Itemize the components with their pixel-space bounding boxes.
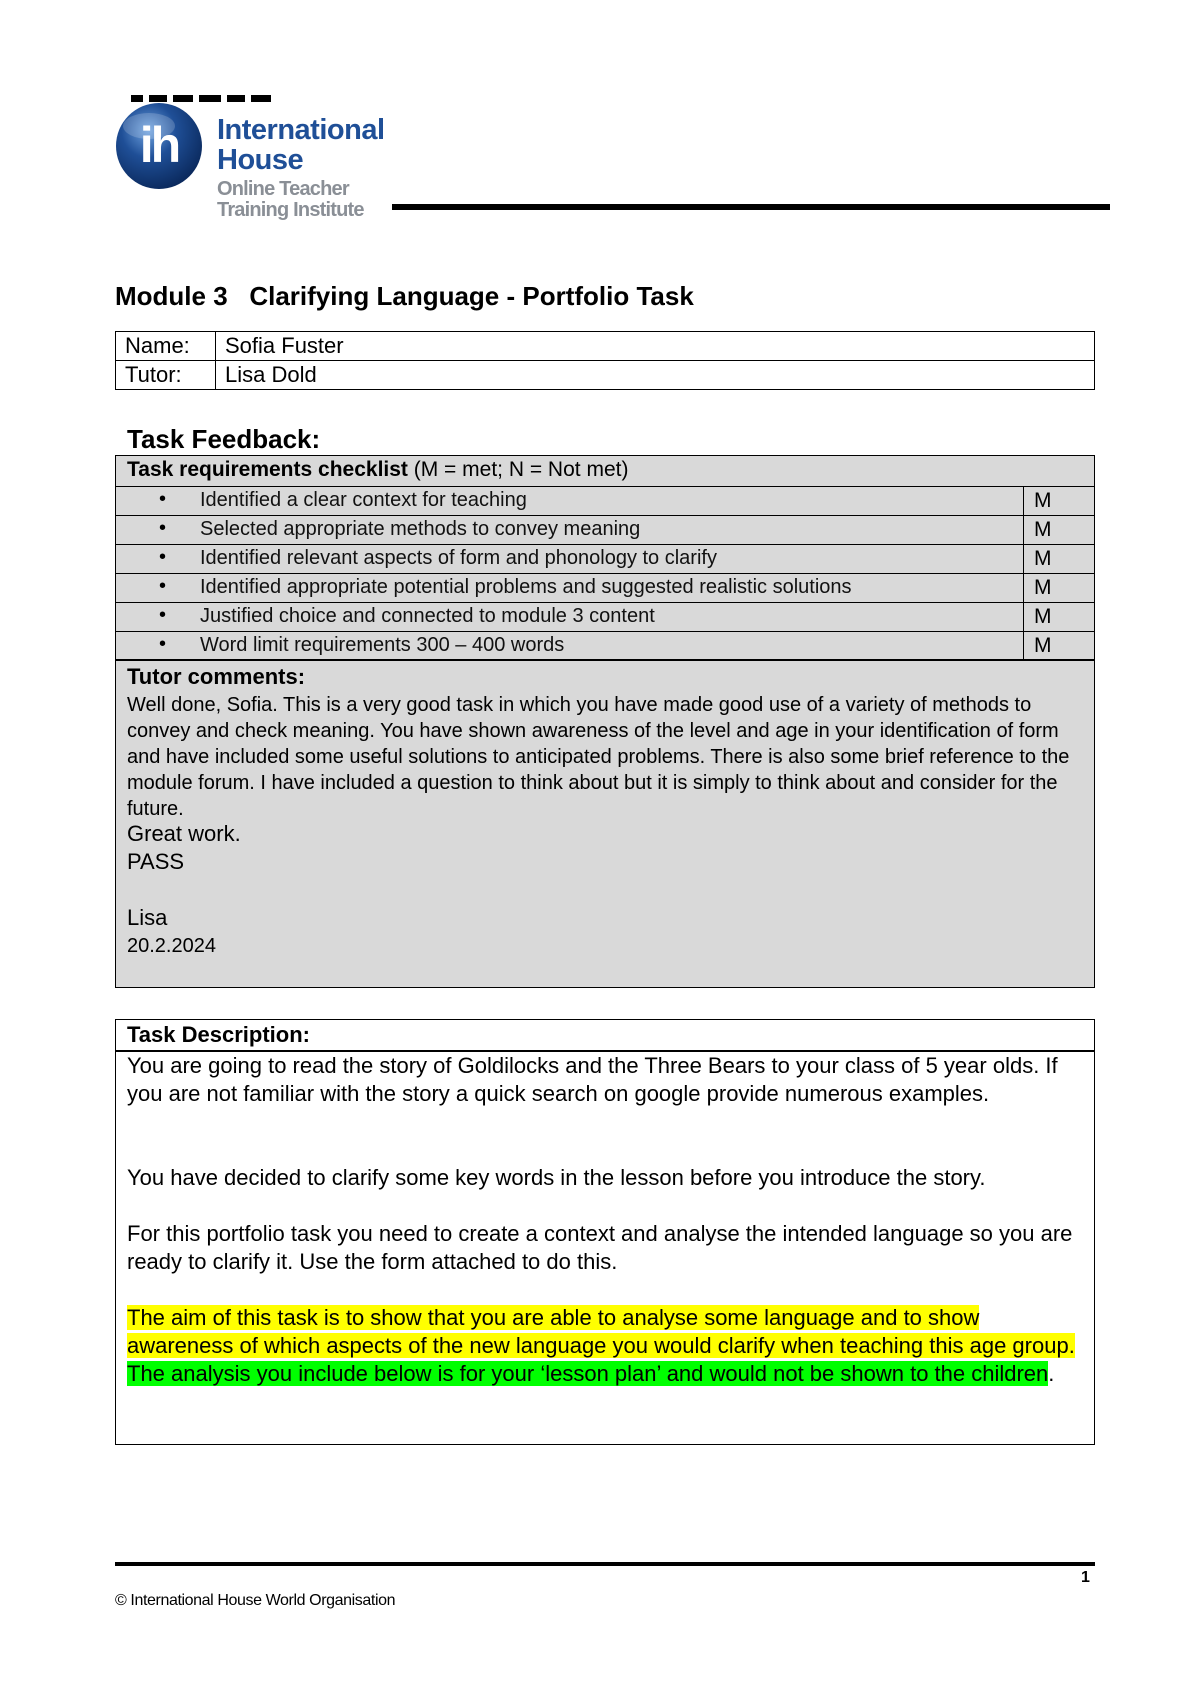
- comments-divider: [115, 659, 1095, 661]
- student-info-table: [115, 331, 1095, 390]
- description-aim-paragraph: [127, 1304, 1087, 1388]
- logo-wordmark: [217, 116, 385, 220]
- comments-body: Well done, Sofia. This is a very good task in which you have made good use of a variety of methods to convey and check meaning. You have shown awareness of the level and age in your identification of form and have included some useful solutions to anticipated problems. There is also some brief reference to the module forum. I have included a question to think about but it is simply to think about and consider for the future.: [127, 694, 1070, 820]
- checklist-row: [115, 631, 1095, 660]
- comments-signature: Lisa: [127, 905, 168, 930]
- checklist-item-mark: M: [1023, 545, 1095, 573]
- description-heading: Task Description:: [127, 1022, 310, 1047]
- description-paragraph: For this portfolio task you need to create a context and analyse the intended language so you are ready to clarify it. Use the form attached to do this.: [127, 1221, 1073, 1274]
- comments-signoff: [127, 904, 216, 960]
- footer-copyright: © International House World Organisation: [115, 1592, 396, 1609]
- bullet-icon: •: [159, 575, 167, 597]
- checklist-item-mark: M: [1023, 603, 1095, 631]
- checklist-row: [115, 544, 1095, 573]
- logo-line-3: Online Teacher: [217, 178, 349, 200]
- description-paragraph: You are going to read the story of Goldilocks and the Three Bears to your class of 5 year olds. If you are not familiar with the story a quick search on google provide numerous examples.: [127, 1053, 1058, 1106]
- header-rule: [392, 204, 1110, 210]
- checklist-row: [115, 602, 1095, 631]
- bullet-icon: •: [159, 604, 167, 626]
- checklist-item-text: Identified appropriate potential problems and suggested realistic solutions: [200, 576, 852, 598]
- checklist-item-text: Selected appropriate methods to convey meaning: [200, 518, 641, 540]
- page-title: Module 3 Clarifying Language - Portfolio Task: [115, 281, 694, 311]
- name-row: [116, 332, 1095, 361]
- comments-heading: Tutor comments:: [127, 664, 306, 689]
- comments-great-work: Great work.: [127, 821, 241, 846]
- checklist-item-text: Word limit requirements 300 – 400 words: [200, 634, 565, 656]
- checklist-item-mark: M: [1023, 632, 1095, 660]
- name-value: Sofia Fuster: [216, 332, 1095, 361]
- checklist-legend: (M = met; N = Not met): [407, 458, 629, 481]
- comments-closing: [127, 820, 241, 876]
- checklist-header: [127, 458, 628, 482]
- checklist-item-text: Justified choice and connected to module 3 content: [200, 605, 655, 627]
- checklist-item-mark: M: [1023, 487, 1095, 515]
- checklist-title: Task requirements checklist: [127, 458, 408, 481]
- checklist-row: [115, 515, 1095, 544]
- comments-result: PASS: [127, 849, 185, 874]
- bullet-icon: •: [159, 488, 167, 510]
- description-paragraph: You have decided to clarify some key words in the lesson before you introduce the story.: [127, 1165, 986, 1190]
- tutor-row: [116, 361, 1095, 390]
- comments-date: 20.2.2024: [127, 935, 216, 957]
- bullet-icon: •: [159, 517, 167, 539]
- checklist-item-text: Identified relevant aspects of form and phonology to clarify: [200, 547, 717, 569]
- checklist-row: [115, 573, 1095, 602]
- footer-rule: [115, 1562, 1095, 1566]
- logo-line-1: International: [217, 114, 385, 146]
- name-label: Name:: [116, 332, 216, 361]
- logo-overlap-artifact: [131, 93, 273, 102]
- page-number: 1: [1081, 1569, 1090, 1586]
- logo-line-2: House: [217, 144, 304, 176]
- logo-mark-text: ih: [139, 117, 179, 173]
- tutor-value: Lisa Dold: [216, 361, 1095, 390]
- logo-line-4: Training Institute: [217, 199, 364, 221]
- feedback-heading: Task Feedback:: [127, 424, 321, 454]
- checklist-row: [115, 486, 1095, 515]
- checklist-item-mark: M: [1023, 516, 1095, 544]
- tutor-label: Tutor:: [116, 361, 216, 390]
- highlight-green-text: The analysis you include below is for your ‘lesson plan’ and would not be shown to the children: [127, 1361, 1049, 1386]
- bullet-icon: •: [159, 546, 167, 568]
- checklist-item-mark: M: [1023, 574, 1095, 602]
- aim-paragraph-end: .: [1048, 1361, 1055, 1386]
- ih-logo-icon: [115, 102, 203, 190]
- bullet-icon: •: [159, 633, 167, 655]
- highlight-yellow-text: The aim of this task is to show that you are able to analyse some language and to show awareness of which aspects of the new language you would clarify when teaching this age group.: [127, 1305, 1075, 1358]
- checklist-item-text: Identified a clear context for teaching: [200, 489, 527, 511]
